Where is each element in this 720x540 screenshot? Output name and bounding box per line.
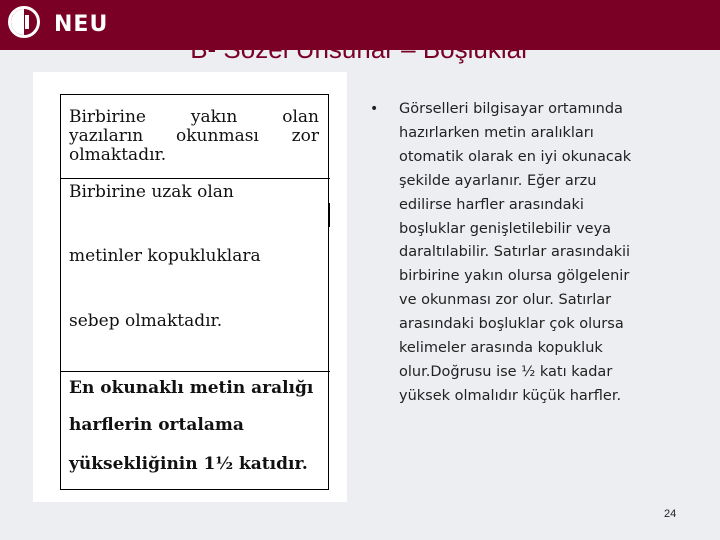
section-divider-tick <box>328 203 330 227</box>
example-line: harflerin ortalama <box>69 415 244 435</box>
example-line: yüksekliğinin 1½ katıdır. <box>69 454 308 474</box>
example-line: olmaktadır. <box>69 145 167 165</box>
slide-title <box>0 32 720 66</box>
spacing-example-figure <box>33 72 347 502</box>
bullet-list <box>370 98 670 409</box>
section-divider <box>61 178 330 179</box>
page-number: 24 <box>664 508 677 520</box>
example-line: sebep olmaktadır. <box>69 311 223 331</box>
slide-title-text: B- Sözel Unsurlar – Boşluklar <box>190 34 530 64</box>
logo-text: NEU <box>54 12 109 37</box>
example-line: yazıların okunması zor <box>69 126 319 146</box>
example-line: metinler kopukluklara <box>69 246 261 266</box>
section-divider <box>61 371 330 372</box>
example-line: En okunaklı metin aralığı <box>69 378 314 398</box>
bullet-marker: • <box>370 101 379 117</box>
example-line: Birbirine uzak olan <box>69 182 234 202</box>
example-line: Birbirine yakın olan <box>69 107 319 127</box>
bullet-text: Görselleri bilgisayar ortamında hazırlarken metin aralıkları otomatik olarak en iyi okunacak şekilde ayarlanır. Eğer arzu edilirse harfler arasındaki boşluklar genişletilebilir veya daraltılabilir. Satırlar arasındakii birbirine yakın olursa gölgelenir ve okunması zor olur. Satırlar arasındaki boşluklar çok olursa kelimeler arasında kopukluk olur.Doğrusu ise ½ katı kadar yüksek olmalıdır küçük harfler. <box>399 101 632 404</box>
example-box <box>60 94 329 490</box>
